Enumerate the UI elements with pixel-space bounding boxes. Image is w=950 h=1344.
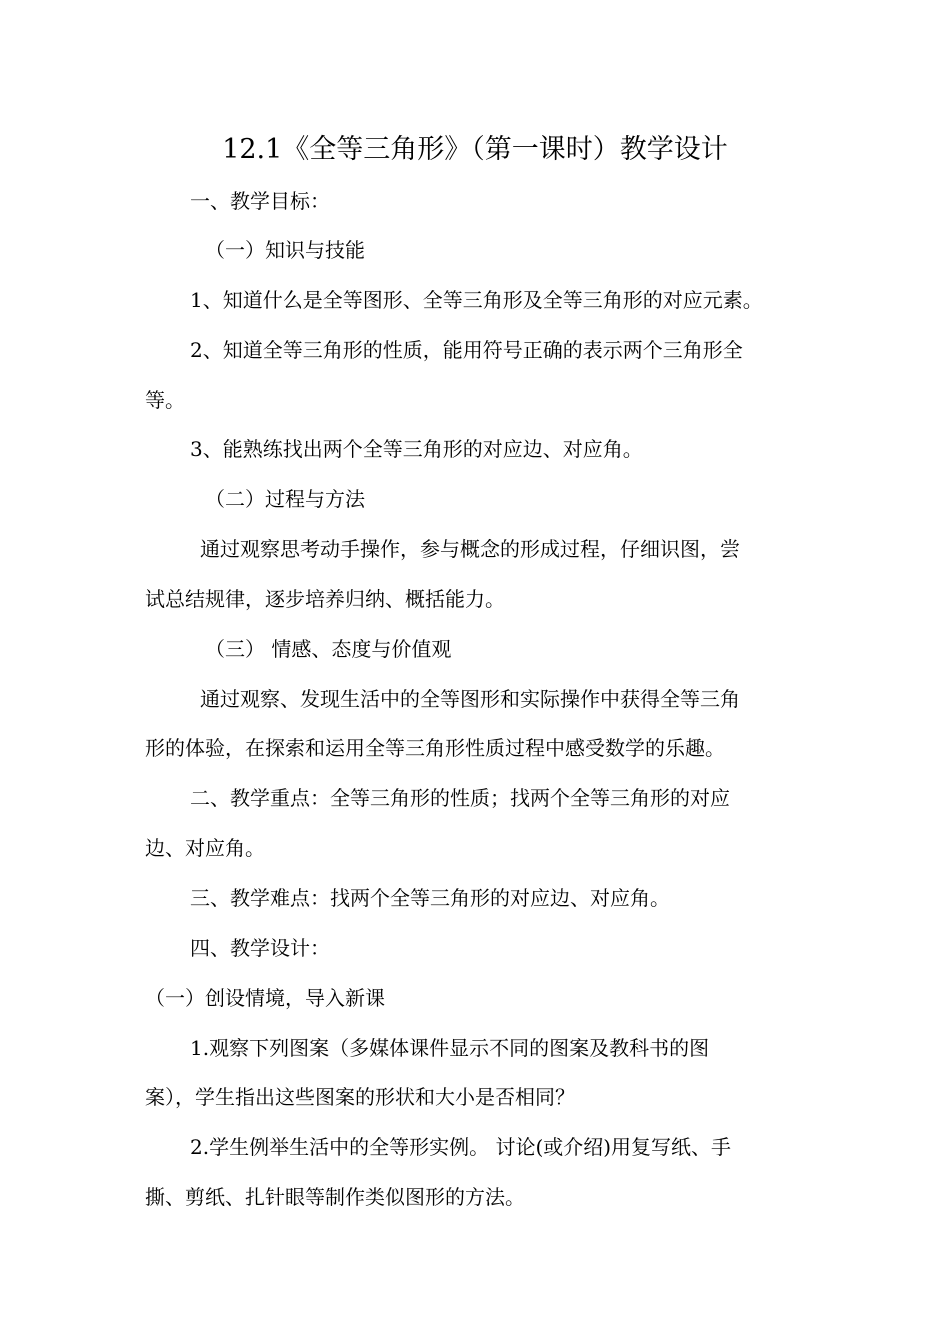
objective-item-1: 1、知道什么是全等图形、全等三角形及全等三角形的对应元素。 [190,288,763,312]
heading-teaching-design: 四、教学设计： [190,936,330,960]
subheading-create-situation: （一）创设情境，导入新课 [145,986,385,1010]
emotion-values-text-cont: 形的体验，在探索和运用全等三角形性质过程中感受数学的乐趣。 [145,736,725,760]
objective-item-2-cont: 等。 [145,388,185,412]
design-item-1-cont: 案），学生指出这些图案的形状和大小是否相同？ [145,1085,575,1109]
process-method-text-cont: 试总结规律，逐步培养归纳、概括能力。 [145,587,505,611]
heading-difficult-points: 三、教学难点：找两个全等三角形的对应边、对应角。 [190,886,670,910]
heading-key-points: 二、教学重点：全等三角形的性质；找两个全等三角形的对应 [190,786,730,810]
objective-item-3: 3、能熟练找出两个全等三角形的对应边、对应角。 [190,437,643,461]
design-item-2-cont: 撕、剪纸、扎针眼等制作类似图形的方法。 [145,1185,525,1209]
subheading-emotion-values: （三） 情感、态度与价值观 [205,637,452,661]
design-item-2: 2.学生例举生活中的全等形实例。 讨论(或介绍)用复写纸、手 [190,1135,732,1159]
document-title: 12.1《全等三角形》（第一课时）教学设计 [222,134,728,165]
heading-teaching-objectives: 一、教学目标： [190,189,330,213]
objective-item-2: 2、知道全等三角形的性质，能用符号正确的表示两个三角形全 [190,338,743,362]
process-method-text: 通过观察思考动手操作，参与概念的形成过程，仔细识图，尝 [200,537,740,561]
subheading-knowledge-skills: （一）知识与技能 [205,238,365,262]
design-item-1: 1.观察下列图案（多媒体课件显示不同的图案及教科书的图 [190,1036,710,1060]
key-points-cont: 边、对应角。 [145,836,265,860]
emotion-values-text: 通过观察、发现生活中的全等图形和实际操作中获得全等三角 [200,687,740,711]
subheading-process-method: （二）过程与方法 [205,487,365,511]
